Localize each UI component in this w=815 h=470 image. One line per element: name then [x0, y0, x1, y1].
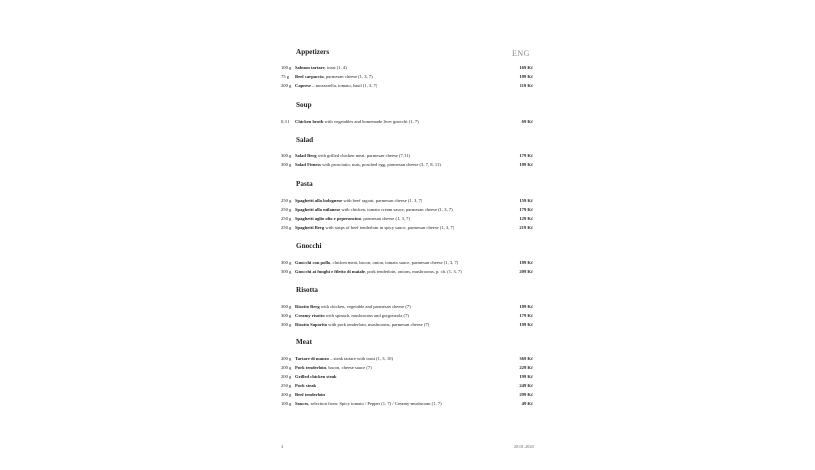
- item-price: 299 Kč: [519, 392, 533, 397]
- item-description: with grilled chicken meat, parmesan cheese (7,11): [316, 153, 410, 158]
- item-name: Tartare di manzo: [295, 356, 329, 361]
- item-name: Gnocchi ai funghi e filetto di maiale: [295, 269, 365, 274]
- item-description: , chicken meat, bacon, onion, tomato sauce, parmesan cheese (1, 3, 7): [330, 260, 459, 265]
- item-quantity: 300 g: [281, 269, 292, 274]
- section-title-appetizers: Appetizers: [296, 48, 330, 56]
- item-quantity: 75 g: [281, 74, 290, 79]
- menu-item: [281, 152, 533, 159]
- item-name: Beef carpaccio: [295, 74, 324, 79]
- item-description: , pork tenderloin, onions, mushrooms, p. ch. (1, 3, 7): [364, 269, 462, 274]
- item-name: Chicken broth: [295, 119, 324, 124]
- item-name: Risotto Saporito: [295, 322, 328, 327]
- menu-item: [281, 373, 533, 380]
- section-title-gnocchi: Gnocchi: [296, 242, 322, 250]
- item-price: 219 Kč: [519, 225, 533, 230]
- section-title-risotta: Risotta: [296, 286, 318, 294]
- item-quantity: 200 g: [281, 365, 292, 370]
- item-quantity: 250 g: [281, 198, 292, 203]
- section-title-meat: Meat: [296, 338, 312, 346]
- menu-item: [281, 391, 533, 398]
- item-price: 129 Kč: [519, 216, 533, 221]
- item-quantity: 100 g: [281, 65, 292, 70]
- menu-item: [281, 312, 533, 319]
- menu-item: [281, 161, 533, 168]
- menu-item: [281, 206, 533, 213]
- item-name: Salad Berg: [295, 153, 317, 158]
- menu-item: [281, 259, 533, 266]
- menu-item: [281, 224, 533, 231]
- item-price: 169 Kč: [519, 65, 533, 70]
- item-quantity: 300 g: [281, 322, 292, 327]
- menu-item: [281, 118, 533, 125]
- page-number: 4: [281, 444, 284, 449]
- item-quantity: 200 g: [281, 83, 292, 88]
- menu-item: [281, 355, 533, 362]
- item-description: with vegetables and homemade liver gnocchi (1, 7): [323, 119, 419, 124]
- item-price: 199 Kč: [519, 322, 533, 327]
- item-description: with pork tenderloin, mushrooms, parmesan cheese (7): [327, 322, 430, 327]
- item-description: , bacon, cheese sauce (7): [326, 365, 372, 370]
- item-quantity: 100 g: [281, 401, 292, 406]
- item-name: Gnocchi con pollo: [295, 260, 331, 265]
- item-description: with beef ragout, parmesan cheese (1, 3, 7): [342, 198, 423, 203]
- item-price: 369 Kč: [519, 356, 533, 361]
- item-description: – steak tartare with toast (1, 3, 10): [328, 356, 393, 361]
- section-title-salad: Salad: [296, 136, 314, 144]
- item-price: 249 Kč: [519, 383, 533, 388]
- item-quantity: 300 g: [281, 260, 292, 265]
- item-description: with prosciutto, nuts, poached egg, parmesan cheese (3, 7, 8, 11): [320, 162, 441, 167]
- item-description: – mozzarella, tomato, basil (1, 3, 7): [311, 83, 378, 88]
- menu-item: [281, 73, 533, 80]
- item-quantity: 200 g: [281, 374, 292, 379]
- menu-item: [281, 321, 533, 328]
- item-name: Pork steak: [295, 383, 317, 388]
- item-description: with chicken, vegetable and parmesan cheese (7): [319, 304, 411, 309]
- item-quantity: 300 g: [281, 313, 292, 318]
- item-name: Creamy risotto: [295, 313, 325, 318]
- item-quantity: 300 g: [281, 153, 292, 158]
- item-price: 189 Kč: [519, 260, 533, 265]
- item-price: 179 Kč: [519, 153, 533, 158]
- item-quantity: 0,3 l: [281, 119, 290, 124]
- item-quantity: 250 g: [281, 383, 292, 388]
- item-description: with spinach, mushrooms and gorgonzola (7): [324, 313, 409, 318]
- item-quantity: 200 g: [281, 392, 292, 397]
- item-description: , parmesan cheese (1, 3, 7): [361, 216, 411, 221]
- item-name: Pork tenderloin: [295, 365, 327, 370]
- item-quantity: 300 g: [281, 304, 292, 309]
- item-price: 179 Kč: [519, 207, 533, 212]
- item-name: Salad Fitness: [295, 162, 321, 167]
- menu-item: [281, 215, 533, 222]
- item-price: 189 Kč: [519, 74, 533, 79]
- item-name: Risotto Berg: [295, 304, 320, 309]
- item-quantity: 250 g: [281, 207, 292, 212]
- item-price: 69 Kč: [521, 119, 533, 124]
- menu-item: [281, 303, 533, 310]
- menu-item: [281, 364, 533, 371]
- menu-item: [281, 382, 533, 389]
- language-label: ENG: [512, 49, 530, 58]
- section-title-soup: Soup: [296, 101, 312, 109]
- item-name: Sauces: [295, 401, 309, 406]
- item-price: 209 Kč: [519, 269, 533, 274]
- item-name: Salmon tartare: [295, 65, 325, 70]
- menu-item: [281, 82, 533, 89]
- menu-item: [281, 268, 533, 275]
- item-description: with strips of beef tenderloin in spicy sauce, parmesan cheese (1, 3, 7): [324, 225, 455, 230]
- section-title-pasta: Pasta: [296, 180, 313, 188]
- item-quantity: 250 g: [281, 225, 292, 230]
- footer-date: 28.01.2020: [514, 444, 534, 449]
- item-name: Spaghetti alla milanese: [295, 207, 341, 212]
- menu-item: [281, 64, 533, 71]
- item-name: Spaghetti aglio olio e peperoncino: [295, 216, 362, 221]
- item-description: , selection from: Spicy tomato / Pepper (1, 7) / Creamy-mushroom (1, 7): [308, 401, 442, 406]
- item-description: , toast (1, 4): [324, 65, 347, 70]
- item-price: 189 Kč: [519, 162, 533, 167]
- item-price: 179 Kč: [519, 313, 533, 318]
- menu-item: [281, 400, 533, 407]
- item-price: 229 Kč: [519, 365, 533, 370]
- item-description: , parmesan cheese (1, 3, 7): [323, 74, 373, 79]
- item-price: 159 Kč: [519, 198, 533, 203]
- item-price: 199 Kč: [519, 374, 533, 379]
- item-name: Grilled chicken steak: [295, 374, 337, 379]
- item-quantity: 300 g: [281, 162, 292, 167]
- item-price: 49 Kč: [521, 401, 533, 406]
- item-quantity: 250 g: [281, 216, 292, 221]
- item-name: Spaghetti alla bolognese: [295, 198, 343, 203]
- item-name: Spaghetti Berg: [295, 225, 325, 230]
- item-description: with chicken, tomato cream sauce, parmesan cheese (1, 3, 7): [340, 207, 453, 212]
- item-quantity: 200 g: [281, 356, 292, 361]
- menu-item: [281, 197, 533, 204]
- item-price: 119 Kč: [519, 83, 533, 88]
- item-price: 189 Kč: [519, 304, 533, 309]
- item-name: Beef tenderloin: [295, 392, 325, 397]
- item-name: Caprese: [295, 83, 311, 88]
